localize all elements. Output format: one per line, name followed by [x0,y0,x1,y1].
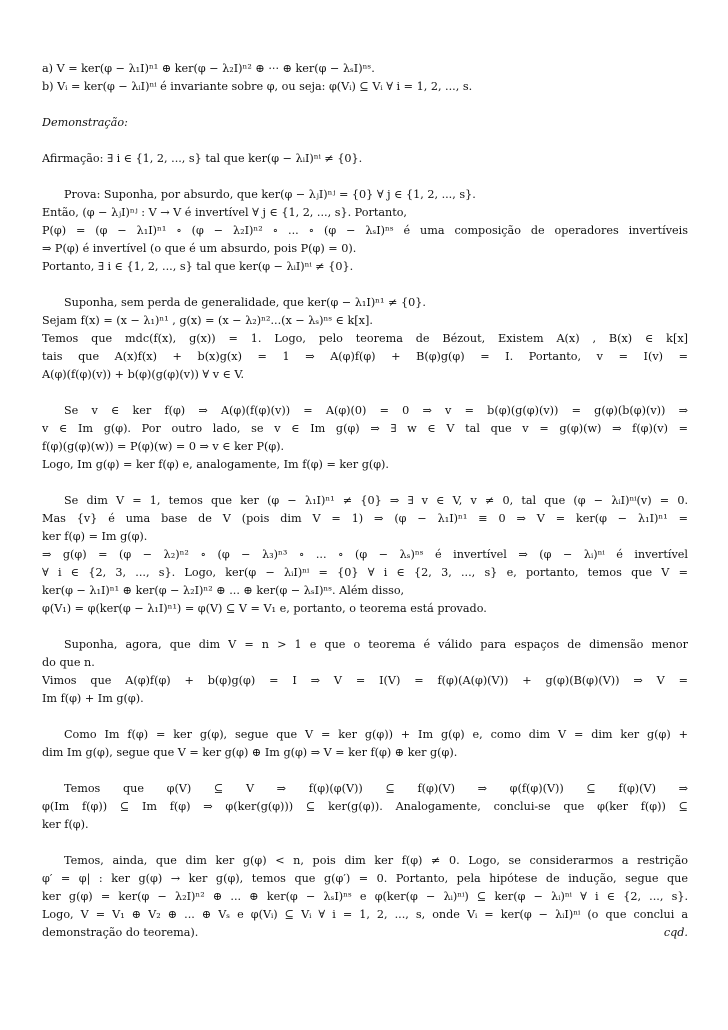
paragraph-direct-sum [42,726,688,762]
text-line: Temos, ainda, que dim ker g(φ) < n, pois dim ker f(φ) ≠ 0. Logo, se considerarmos a restrição [64,854,688,867]
text-line: Sejam f(x) = (x − λ₁)ⁿ¹ , g(x) = (x − λ₂)ⁿ²...(x − λₛ)ⁿˢ ∈ k[x]. [42,314,373,327]
text-line: Vimos que A(φ)f(φ) + b(φ)g(φ) = I ⇒ V = I(V) = f(φ)(A(φ)(V)) + g(φ)(B(φ)(V)) ⇒ V = [42,674,688,687]
paragraph-invariance [42,780,688,834]
closing-line [42,924,688,942]
paragraph-induction [42,636,688,708]
text-line: φ(Im f(φ)) ⊆ Im f(φ) ⇒ φ(ker(g(φ))) ⊆ ker(g(φ)). Analogamente, conclui-se que φ(ker f(φ)) ⊆ [42,800,688,813]
text-line: Portanto, ∃ i ∈ {1, 2, ..., s} tal que ker(φ − λᵢI)ⁿⁱ ≠ {0}. [42,260,354,273]
paragraph-wlog [42,294,688,384]
text-line: ker g(φ) = ker(φ − λ₂I)ⁿ² ⊕ ... ⊕ ker(φ − λₛI)ⁿˢ e φ(ker(φ − λᵢ)ⁿⁱ) ⊆ ker(φ − λᵢ)ⁿⁱ ∀ i ∈ {2, ..., s}. [42,890,688,903]
text-line: Como Im f(φ) = ker g(φ), segue que V = ker g(φ)) + Im g(φ) e, como dim V = dim ker g(φ) + [64,728,688,741]
text-line: Prova: Suponha, por absurdo, que ker(φ − λⱼI)ⁿʲ = {0} ∀ j ∈ {1, 2, ..., s}. [64,188,476,201]
paragraph-dim-one [42,492,688,618]
paragraph-claim-proof [42,186,688,276]
text-line: dim Im g(φ), segue que V = ker g(φ) ⊕ Im g(φ) ⇒ V = ker f(φ) ⊕ ker g(φ). [42,746,458,759]
text-line: f(φ)(g(φ)(w)) = P(φ)(w) = 0 ⇒ v ∈ ker P(φ). [42,440,285,453]
text-line: ⇒ g(φ) = (φ − λ₂)ⁿ² ∘ (φ − λ₃)ⁿ³ ∘ ... ∘ (φ − λₛ)ⁿˢ é invertível ⇒ (φ − λᵢ)ⁿⁱ é invertível [42,548,688,561]
text-line: ker(φ − λ₁I)ⁿ¹ ⊕ ker(φ − λ₂I)ⁿ² ⊕ ... ⊕ ker(φ − λₛI)ⁿˢ. Além disso, [42,584,405,597]
text-line: v ∈ Im g(φ). Por outro lado, se v ∈ Im g(φ) ⇒ ∃ w ∈ V tal que v = g(φ)(w) ⇒ f(φ)(v) = [42,422,688,435]
paragraph-kernel [42,402,688,474]
text-line: Logo, Im g(φ) = ker f(φ) e, analogamente, Im f(φ) = ker g(φ). [42,458,389,471]
text-line: A(φ)(f(φ)(v)) + b(φ)(g(φ)(v)) ∀ v ∈ V. [42,368,245,381]
text-line: ker f(φ). [42,818,89,831]
text-line: φ′ = φ| : ker g(φ) → ker g(φ), temos que g(φ′) = 0. Portanto, pela hipótese de indução, segue que [42,872,688,885]
text-line: Se dim V = 1, temos que ker (φ − λ₁I)ⁿ¹ ≠ {0} ⇒ ∃ v ∈ V, v ≠ 0, tal que (φ − λᵢI)ⁿⁱ(v) = 0. [64,494,688,507]
text-line: Suponha, agora, que dim V = n > 1 e que o teorema é válido para espaços de dimensão menor [64,638,688,651]
qed-mark: cqd. [663,926,688,939]
text-line: P(φ) = (φ − λ₁I)ⁿ¹ ∘ (φ − λ₂I)ⁿ² ∘ ... ∘ (φ − λₛI)ⁿˢ é uma composição de operadores invertíveis [42,224,688,237]
text-line: tais que A(x)f(x) + b(x)g(x) = 1 ⇒ A(φ)f(φ) + B(φ)g(φ) = I. Portanto, v = I(v) = [42,350,688,363]
proof-document [42,60,688,942]
text-line: ⇒ P(φ) é invertível (o que é um absurdo, pois P(φ) = 0). [42,242,357,255]
text-line: Suponha, sem perda de generalidade, que ker(φ − λ₁I)ⁿ¹ ≠ {0}. [64,296,426,309]
text-line: Mas {v} é uma base de V (pois dim V = 1) ⇒ (φ − λ₁I)ⁿ¹ ≡ 0 ⇒ V = ker(φ − λ₁I)ⁿ¹ = [42,512,688,525]
text-line: ker f(φ) = Im g(φ). [42,530,148,543]
text-line: φ(V₁) = φ(ker(φ − λ₁I)ⁿ¹) = φ(V) ⊆ V = V₁ e, portanto, o teorema está provado. [42,602,487,615]
text-line: demonstração do teorema). [42,926,199,939]
text-line: Então, (φ − λⱼI)ⁿʲ : V → V é invertível ∀ j ∈ {1, 2, ..., s}. Portanto, [42,206,407,219]
text-line: Temos que mdc(f(x), g(x)) = 1. Logo, pelo teorema de Bézout, Existem A(x) , B(x) ∈ k[x] [42,332,688,345]
text-line: do que n. [42,656,95,669]
text-line: Se v ∈ ker f(φ) ⇒ A(φ)(f(φ)(v)) = A(φ)(0) = 0 ⇒ v = b(φ)(g(φ)(v)) = g(φ)(b(φ)(v)) ⇒ [64,404,688,417]
claim: Afirmação: ∃ i ∈ {1, 2, ..., s} tal que ker(φ − λᵢI)ⁿⁱ ≠ {0}. [42,152,363,165]
text-line: Im f(φ) + Im g(φ). [42,692,144,705]
text-line: Logo, V = V₁ ⊕ V₂ ⊕ ... ⊕ Vₛ e φ(Vᵢ) ⊆ Vᵢ ∀ i = 1, 2, ..., s, onde Vᵢ = ker(φ − λᵢI)ⁿⁱ (o que conclui a [42,908,688,921]
statement-b: b) Vᵢ = ker(φ − λᵢI)ⁿⁱ é invariante sobre φ, ou seja: φ(Vᵢ) ⊆ Vᵢ ∀ i = 1, 2, ..., s. [42,80,473,93]
paragraph-conclusion [42,852,688,942]
text-line: Temos que φ(V) ⊆ V ⇒ f(φ)(φ(V)) ⊆ f(φ)(V) ⇒ φ(f(φ)(V)) ⊆ f(φ)(V) ⇒ [64,782,688,795]
statement-a: a) V = ker(φ − λ₁I)ⁿ¹ ⊕ ker(φ − λ₂I)ⁿ² ⊕ ··· ⊕ ker(φ − λₛI)ⁿˢ. [42,62,375,75]
text-line: ∀ i ∈ {2, 3, ..., s}. Logo, ker(φ − λᵢI)ⁿⁱ = {0} ∀ i ∈ {2, 3, ..., s} e, portanto, temos que V = [42,566,688,579]
proof-heading: Demonstração: [42,116,128,129]
